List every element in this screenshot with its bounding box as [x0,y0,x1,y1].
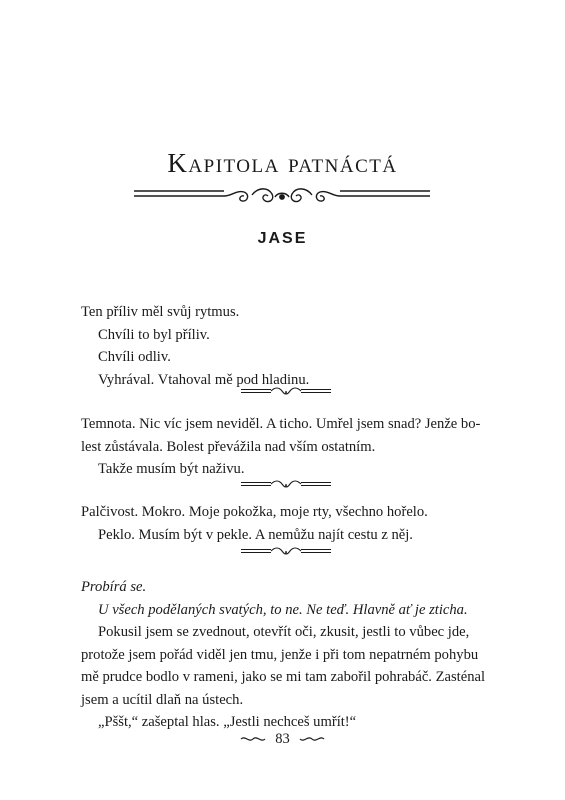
page-footer [0,728,565,749]
paragraph-line: Takže musím být naživu. [98,461,245,477]
chapter-name: JASE [257,230,308,247]
page-number: 83 [275,730,290,747]
paragraph-line: mě prudce bodlo v rameni, jako se mi tam zabořil pohrabáč. Zasténal [81,669,486,685]
chapter-title: Kapitola patnáctá [167,148,398,178]
paragraph-line: U všech podělaných svatých, to ne. Ne teď. Hlavně ať je zticha. [98,601,468,618]
paragraph-line: Pokusil jsem se zvednout, otevřít oči, zkusit, jestli to vůbec jde, [98,624,470,640]
paragraph-line: lest zůstávala. Bolest převážila nad vším ostatním. [81,438,376,455]
paragraph-line: protože jsem pořád viděl jen tmu, jenže i při tom nepatrném pohybu [81,646,479,663]
footer-swash-left-icon [240,734,266,744]
paragraph-line: Vyhrával. Vtahoval mě pod hladinu. [98,371,310,388]
paragraph-line: Probírá se. [81,579,147,595]
section-3 [81,501,491,546]
section-separator [241,386,331,396]
section-4 [81,576,491,734]
section-1 [81,301,491,391]
footer-swash-right-icon [299,734,325,744]
chapter-ornament [132,182,432,212]
paragraph-line: jsem a ucítil dlaň na ústech. [81,691,244,708]
paragraph-line: Chvíli odliv. [98,349,171,365]
paragraph-line: Temnota. Nic víc jsem neviděl. A ticho. Umřel jsem snad? Jenže bo- [81,416,481,432]
section-separator [241,546,331,556]
paragraph-line: „Pššt,“ zašeptal hlas. „Jestli nechceš umřít!“ [98,714,357,730]
paragraph-line: Palčivost. Mokro. Moje pokožka, moje rty, všechno hořelo. [81,504,428,520]
paragraph-line: Chvíli to byl příliv. [98,326,210,343]
section-2 [81,413,491,481]
paragraph-line: Peklo. Musím být v pekle. A nemůžu najít cestu z něj. [98,526,413,543]
paragraph-line: Ten příliv měl svůj rytmus. [81,304,240,320]
section-separator [241,479,331,489]
